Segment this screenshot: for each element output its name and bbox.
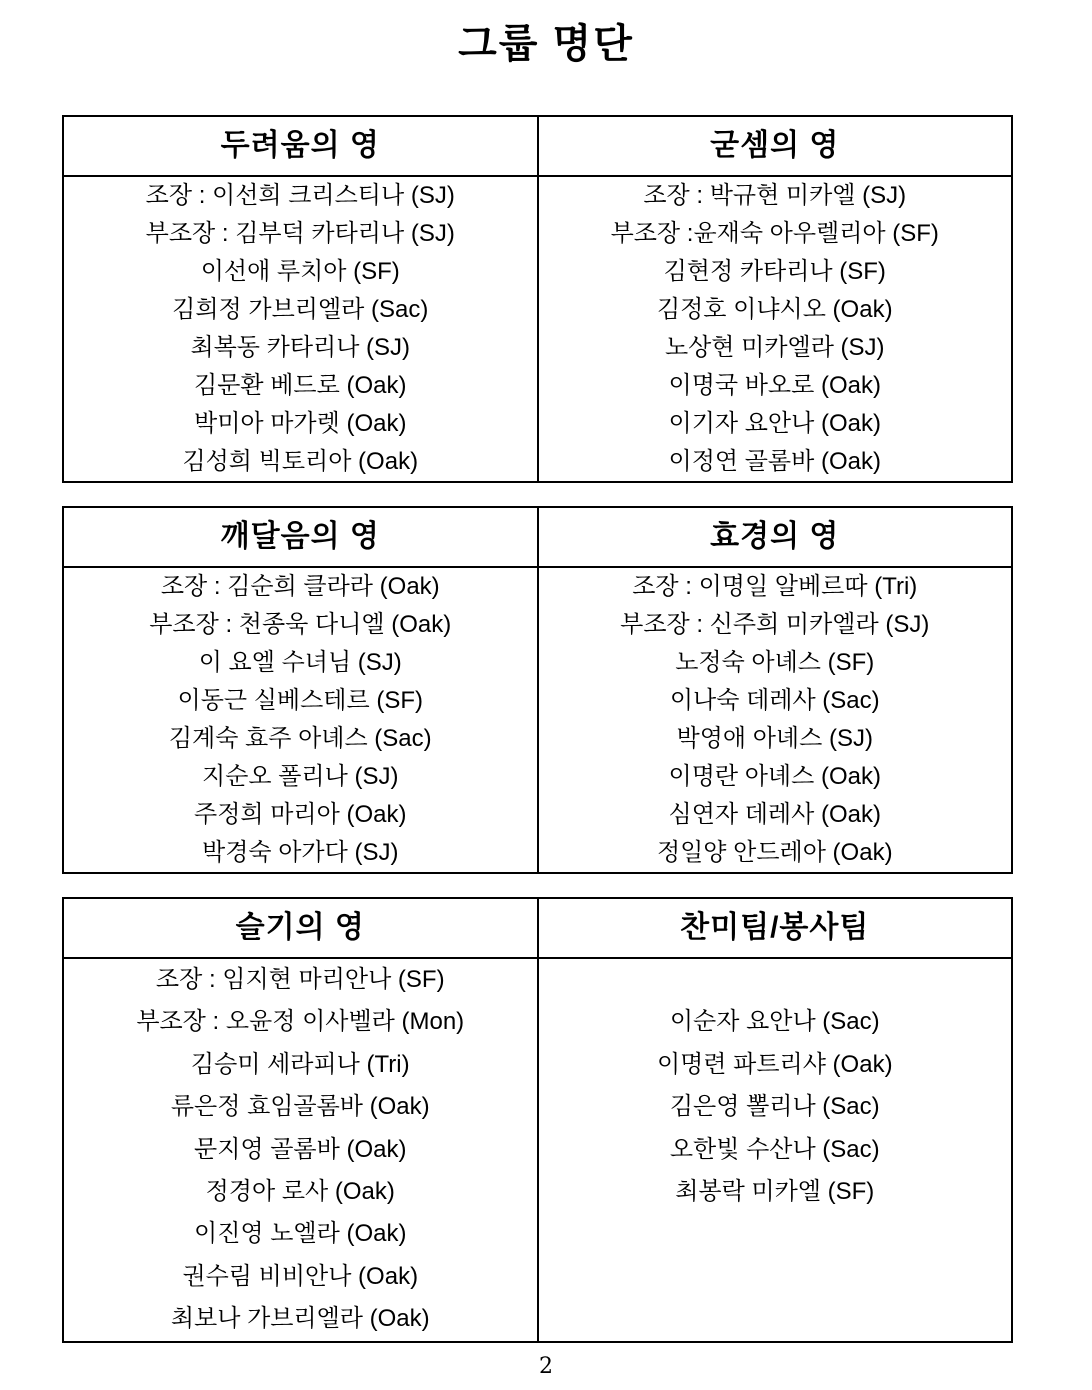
group-header: 찬미팀/봉사팀	[538, 898, 1013, 958]
member-row: 김정호 이냐시오 (Oak)	[656, 296, 893, 323]
member-row: 최봉락 미카엘 (SF)	[675, 1178, 875, 1206]
group-header-row	[63, 507, 1012, 567]
member-row: 이 요엘 수녀님 (SJ)	[198, 649, 402, 676]
member-row: 권수림 비비안나 (Oak)	[182, 1262, 419, 1290]
member-row: 최복동 카타리나 (SJ)	[190, 334, 411, 361]
member-row: 이동근 실베스테르 (SF)	[177, 687, 423, 714]
group-members-row	[63, 176, 1012, 482]
member-row: 조장 : 박규현 미카엘 (SJ)	[643, 182, 907, 209]
member-row: 부조장 :윤재숙 아우렐리아 (SF)	[610, 220, 939, 247]
member-row: 이명란 아녜스 (Oak)	[668, 763, 881, 790]
member-row: 이나숙 데레사 (Sac)	[669, 687, 880, 714]
roster-tables	[0, 115, 1092, 1343]
member-row: 부조장 : 신주희 미카엘라 (SJ)	[620, 611, 930, 638]
page-title: 그룹 명단	[458, 22, 634, 66]
roster-table	[62, 897, 1013, 1343]
group-members-cell	[538, 176, 1013, 482]
member-row: 정경아 로사 (Oak)	[205, 1178, 395, 1206]
group-members-cell	[63, 567, 538, 873]
member-row: 노정숙 아녜스 (SF)	[675, 649, 875, 676]
member-row: 이명국 바오로 (Oak)	[668, 372, 881, 399]
member-row: 류은정 효임골롬바 (Oak)	[170, 1093, 430, 1121]
member-row: 김계숙 효주 아녜스 (Sac)	[168, 725, 432, 752]
member-row: 이선애 루치아 (SF)	[200, 258, 400, 285]
group-header: 슬기의 영	[63, 898, 538, 958]
roster-table	[62, 506, 1013, 874]
group-members-cell	[63, 176, 538, 482]
member-row: 심연자 데레사 (Oak)	[668, 801, 881, 828]
member-row: 김은영 뽈리나 (Sac)	[669, 1093, 880, 1121]
group-header: 깨달음의 영	[63, 507, 538, 567]
group-members-row	[63, 958, 1012, 1342]
member-row: 김현정 카타리나 (SF)	[663, 258, 886, 285]
member-row: 김성희 빅토리아 (Oak)	[182, 448, 419, 475]
member-row: 김승미 세라피나 (Tri)	[190, 1050, 410, 1078]
group-header: 두려움의 영	[63, 116, 538, 176]
roster-table	[62, 115, 1013, 483]
member-row: 박경숙 아가다 (SJ)	[202, 839, 399, 866]
member-row: 지순오 폴리나 (SJ)	[202, 763, 399, 790]
group-members-cell	[63, 958, 538, 1342]
member-row: 정일양 안드레아 (Oak)	[656, 839, 893, 866]
member-row: 주정희 마리아 (Oak)	[194, 801, 407, 828]
member-row: 이진영 노엘라 (Oak)	[194, 1220, 407, 1248]
member-row: 노상현 미카엘라 (SJ)	[664, 334, 885, 361]
member-row: 이명련 파트리샤 (Oak)	[656, 1050, 893, 1078]
member-row: 조장 : 김순희 클라라 (Oak)	[160, 573, 440, 600]
group-members-cell	[538, 958, 1013, 1342]
member-row: 조장 : 임지현 마리안나 (SF)	[155, 966, 445, 993]
member-row: 오한빛 수산나 (Sac)	[669, 1135, 880, 1163]
group-header-row	[63, 116, 1012, 176]
member-row: 부조장 : 김부덕 카타리나 (SJ)	[145, 220, 455, 247]
group-members-row	[63, 567, 1012, 873]
member-row: 이기자 요안나 (Oak)	[668, 410, 881, 437]
member-row: 조장 : 이명일 알베르따 (Tri)	[632, 573, 918, 600]
member-row: 이순자 요안나 (Sac)	[669, 1008, 880, 1036]
member-row: 최보나 가브리엘라 (Oak)	[170, 1305, 430, 1333]
group-header: 굳셈의 영	[538, 116, 1013, 176]
member-row: 부조장 : 오윤정 이사벨라 (Mon)	[136, 1008, 465, 1036]
member-row	[539, 959, 1012, 1001]
member-row: 부조장 : 천종욱 다니엘 (Oak)	[149, 611, 452, 638]
member-row: 김희정 가브리엘라 (Sac)	[172, 296, 429, 323]
group-header: 효경의 영	[538, 507, 1013, 567]
member-row: 문지영 골롬바 (Oak)	[194, 1135, 407, 1163]
member-row: 박미아 마가렛 (Oak)	[194, 410, 407, 437]
member-row: 이정연 골롬바 (Oak)	[668, 448, 881, 475]
group-members-cell	[538, 567, 1013, 873]
group-header-row	[63, 898, 1012, 958]
member-row: 박영애 아녜스 (SJ)	[676, 725, 873, 752]
member-row: 조장 : 이선희 크리스티나 (SJ)	[145, 182, 455, 209]
member-row: 김문환 베드로 (Oak)	[194, 372, 407, 399]
page-number: 2	[539, 1353, 553, 1379]
